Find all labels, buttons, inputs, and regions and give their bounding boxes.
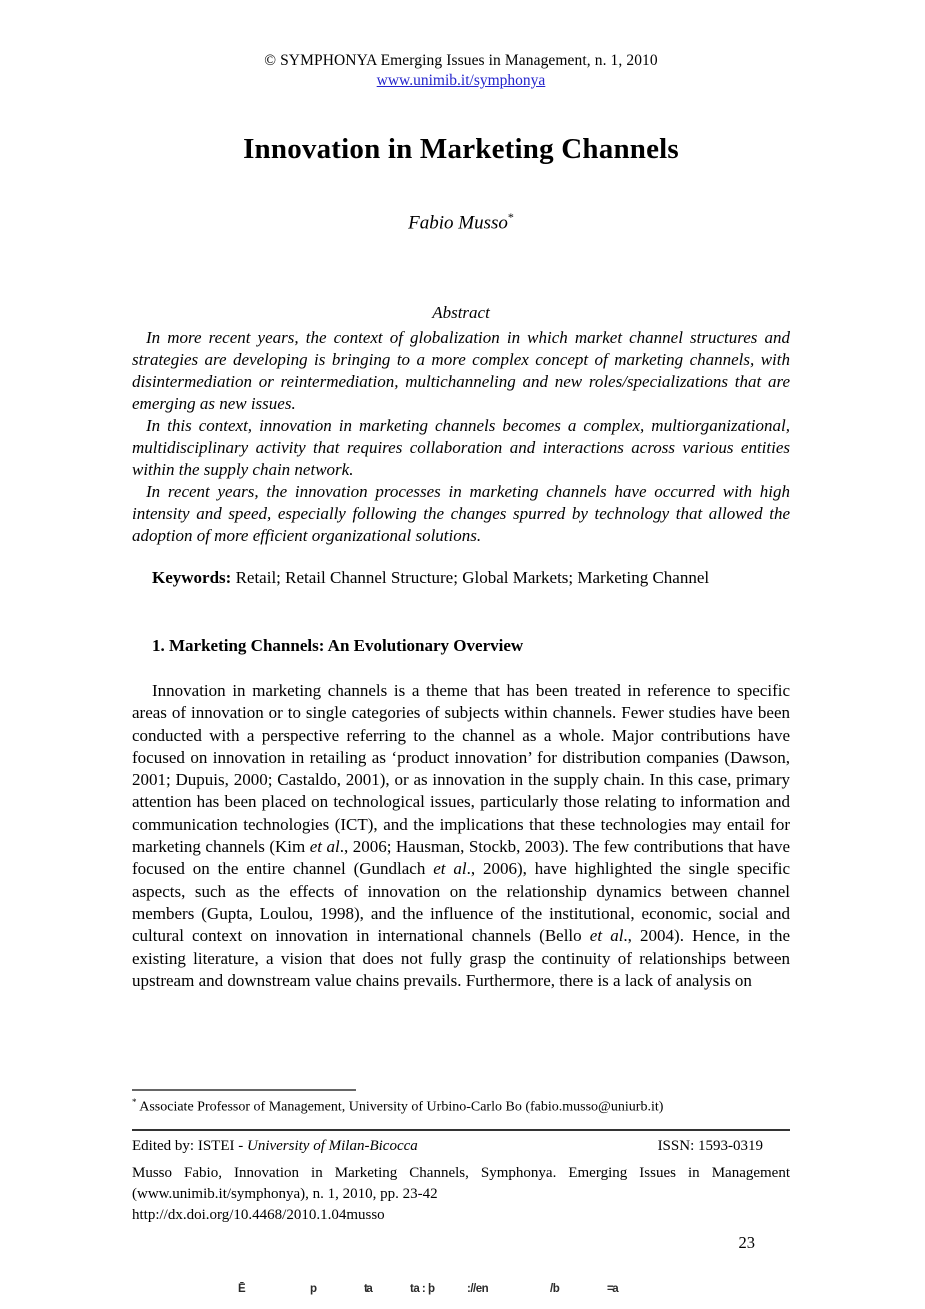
body-run-5: ., 2006), have highlighted the single specific aspects, such as the effects of innovation on the relationship dynamics between channel members (Gupta, Loulou, 1998), and the influence of the institutional, economic, social and cultural context on innovation in international channels (Bello <box>132 859 790 946</box>
bottom-artifact-glyph: Ē <box>238 1283 245 1295</box>
bottom-artifact-glyph: ://en <box>467 1283 489 1295</box>
page-title: Innovation in Marketing Channels <box>243 133 679 165</box>
author-line <box>132 210 790 234</box>
footnote-line <box>132 1097 790 1116</box>
doi-text: http://dx.doi.org/10.4468/2010.1.04musso <box>132 1207 385 1223</box>
issn-text: ISSN: 1593-0319 <box>657 1138 763 1154</box>
edited-by-text <box>132 1138 418 1155</box>
author-name: Fabio Musso <box>408 212 508 234</box>
body-run-6-etal: et al <box>589 926 624 946</box>
abstract-body <box>132 327 790 547</box>
edited-by-row <box>132 1138 790 1155</box>
footnote-mark: * <box>132 1097 137 1107</box>
body-run-7: ., 2004). Hence, in the existing literature, a vision that does not fully grasp the continuity of relationships between upstream and downstream value chains prevails. Furthermore, there is a lack of analysis on <box>132 926 790 990</box>
footnote-divider <box>132 1089 356 1091</box>
body-run-3: ., 2006; Hausman, Stockb, 2003). The few contributions that have focused on the entire channel (Gundlach <box>132 837 791 879</box>
keywords-text: Retail; Retail Channel Structure; Global Markets; Marketing Channel <box>231 568 710 587</box>
bottom-artifact-glyph: /b <box>550 1283 560 1295</box>
abstract-paragraph-1: In more recent years, the context of globalization in which market channel structures and strategies are developing is bringing to a more complex concept of marketing channels, with disintermediation or reintermediation, multichanneling and new roles/specializations that are emerging as new issues. <box>132 328 790 413</box>
section-heading: 1. Marketing Channels: An Evolutionary Overview <box>152 636 524 655</box>
edited-by-institution: University of Milan-Bicocca <box>246 1138 418 1154</box>
author-footnote-mark: * <box>507 210 514 224</box>
abstract-paragraph-2: In this context, innovation in marketing channels becomes a complex, multiorganizational, multidisciplinary activity that requires collaboration and interactions across various entities within the supply chain network. <box>132 416 790 479</box>
bottom-artifact-glyph: p <box>310 1283 316 1295</box>
bottom-artifact-glyph: =a <box>607 1283 618 1295</box>
keywords-line <box>132 568 790 588</box>
footer-divider <box>132 1129 790 1131</box>
bottom-artifact-glyph: ta <box>364 1283 372 1295</box>
journal-header <box>132 52 790 90</box>
body-run-2-etal: et al <box>309 837 340 857</box>
body-paragraph <box>132 680 790 992</box>
citation-text: Musso Fabio, Innovation in Marketing Channels, Symphonya. Emerging Issues in Management (www.unimib.it/symphonya), n. 1, 2010, pp. 23-42 <box>132 1165 790 1202</box>
abstract-paragraph-3: In recent years, the innovation processes in marketing channels have occurred with high intensity and speed, especially following the changes spurred by technology that allowed the adoption of more efficient organizational solutions. <box>132 482 790 545</box>
keywords-label: Keywords: <box>152 568 232 587</box>
journal-header-line: © SYMPHONYA Emerging Issues in Management, n. 1, 2010 <box>264 52 658 69</box>
journal-url-link[interactable]: www.unimib.it/symphonya <box>376 72 546 89</box>
body-run-1: Innovation in marketing channels is a theme that has been treated in reference to specific areas of innovation or to single categories of subjects within channels. Fewer studies have been conducted with a perspective referring to the channel as a whole. Major contributions have focused on innovation in retailing as ‘product innovation’ for distribution companies (Dawson, 2001; Dupuis, 2000; Castaldo, 2001), or as innovation in the supply chain. In this case, primary attention has been placed on technological issues, particularly those relating to information and communication technologies (ICT), and the implications that these technologies may entail for marketing channels (Kim <box>132 681 790 857</box>
footnote-text: Associate Professor of Management, University of Urbino-Carlo Bo (fabio.musso@uniurb.it) <box>136 1099 664 1115</box>
abstract-label: Abstract <box>432 303 490 322</box>
bottom-artifact-glyph: ta : þ <box>410 1283 435 1295</box>
body-run-4-etal: et al <box>433 859 467 879</box>
edited-by-prefix: Edited by: ISTEI - <box>132 1138 247 1154</box>
page-number: 23 <box>738 1233 755 1252</box>
